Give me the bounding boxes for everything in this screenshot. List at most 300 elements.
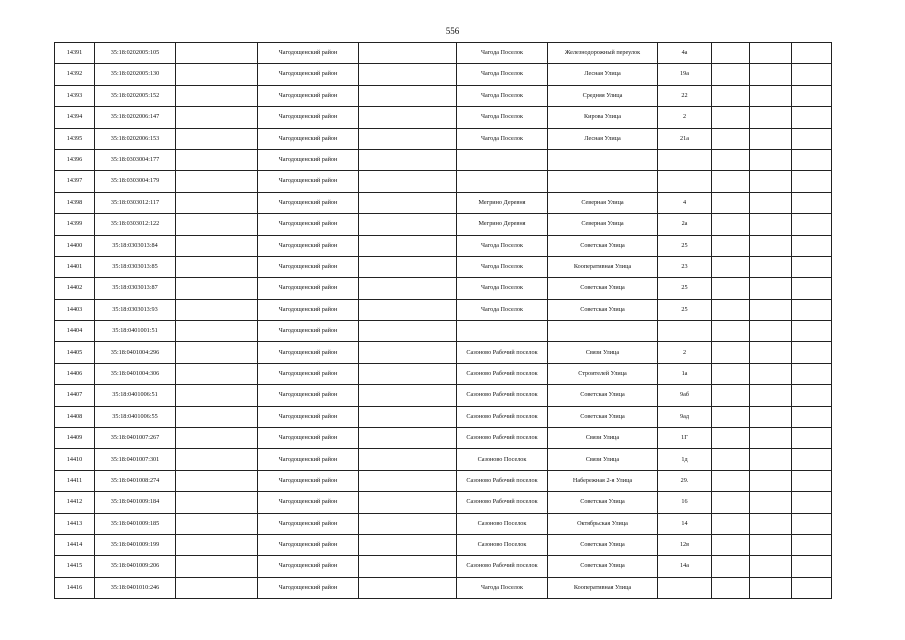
table-row — [55, 278, 832, 299]
house-number-cell: 25 — [658, 235, 712, 256]
blank-cell — [792, 385, 832, 406]
cadastral-number-cell: 35:18:0303004:179 — [95, 171, 176, 192]
blank-cell — [750, 256, 792, 277]
row-number-cell: 14399 — [55, 214, 95, 235]
street-cell: Лесная Улица — [548, 128, 658, 149]
table-body — [55, 43, 832, 599]
blank-cell — [750, 577, 792, 598]
blank-cell — [712, 492, 750, 513]
street-cell: Советская Улица — [548, 299, 658, 320]
blank-cell — [359, 342, 457, 363]
row-number-cell: 14408 — [55, 406, 95, 427]
street-cell: Строителей Улица — [548, 363, 658, 384]
street-cell: Кооперативная Улица — [548, 256, 658, 277]
blank-cell — [176, 128, 258, 149]
blank-cell — [359, 321, 457, 342]
settlement-cell: Чагода Поселок — [457, 128, 548, 149]
blank-cell — [792, 171, 832, 192]
blank-cell — [750, 64, 792, 85]
street-cell: Северная Улица — [548, 192, 658, 213]
district-cell: Чагодощенский район — [258, 470, 359, 491]
table-row — [55, 299, 832, 320]
blank-cell — [176, 299, 258, 320]
street-cell: Северная Улица — [548, 214, 658, 235]
blank-cell — [750, 342, 792, 363]
settlement-cell: Чагода Поселок — [457, 85, 548, 106]
district-cell: Чагодощенский район — [258, 385, 359, 406]
street-cell: Советская Улица — [548, 492, 658, 513]
district-cell: Чагодощенский район — [258, 342, 359, 363]
blank-cell — [359, 278, 457, 299]
blank-cell — [792, 278, 832, 299]
street-cell: Кирова Улица — [548, 107, 658, 128]
blank-cell — [712, 43, 750, 64]
settlement-cell: Мегрино Деревня — [457, 214, 548, 235]
district-cell: Чагодощенский район — [258, 492, 359, 513]
blank-cell — [176, 534, 258, 555]
row-number-cell: 14395 — [55, 128, 95, 149]
house-number-cell — [658, 321, 712, 342]
row-number-cell: 14412 — [55, 492, 95, 513]
blank-cell — [176, 492, 258, 513]
blank-cell — [750, 214, 792, 235]
blank-cell — [712, 149, 750, 170]
blank-cell — [712, 192, 750, 213]
street-cell — [548, 149, 658, 170]
table-row — [55, 321, 832, 342]
row-number-cell: 14396 — [55, 149, 95, 170]
house-number-cell — [658, 171, 712, 192]
cadastral-number-cell: 35:18:0303013:84 — [95, 235, 176, 256]
table-row — [55, 534, 832, 555]
cadastral-number-cell: 35:18:0401009:185 — [95, 513, 176, 534]
cadastral-number-cell: 35:18:0401007:267 — [95, 428, 176, 449]
cadastral-number-cell: 35:18:0202005:152 — [95, 85, 176, 106]
blank-cell — [712, 235, 750, 256]
blank-cell — [359, 171, 457, 192]
blank-cell — [712, 107, 750, 128]
table-row — [55, 449, 832, 470]
settlement-cell: Сазоново Рабочий поселок — [457, 363, 548, 384]
blank-cell — [712, 363, 750, 384]
blank-cell — [359, 385, 457, 406]
district-cell: Чагодощенский район — [258, 64, 359, 85]
blank-cell — [176, 363, 258, 384]
blank-cell — [359, 428, 457, 449]
blank-cell — [712, 214, 750, 235]
cadastral-number-cell: 35:18:0401008:274 — [95, 470, 176, 491]
blank-cell — [359, 214, 457, 235]
house-number-cell: 1а — [658, 363, 712, 384]
cadastral-number-cell: 35:18:0303013:93 — [95, 299, 176, 320]
district-cell: Чагодощенский район — [258, 449, 359, 470]
blank-cell — [792, 342, 832, 363]
blank-cell — [176, 85, 258, 106]
row-number-cell: 14407 — [55, 385, 95, 406]
settlement-cell: Сазоново Поселок — [457, 513, 548, 534]
street-cell: Советская Улица — [548, 556, 658, 577]
blank-cell — [712, 128, 750, 149]
blank-cell — [792, 577, 832, 598]
street-cell: Набережная 2-я Улица — [548, 470, 658, 491]
blank-cell — [792, 256, 832, 277]
settlement-cell — [457, 171, 548, 192]
blank-cell — [712, 85, 750, 106]
row-number-cell: 14409 — [55, 428, 95, 449]
blank-cell — [359, 256, 457, 277]
house-number-cell: 25 — [658, 299, 712, 320]
street-cell: Кооперативная Улица — [548, 577, 658, 598]
blank-cell — [359, 192, 457, 213]
blank-cell — [792, 534, 832, 555]
cadastral-number-cell: 35:18:0303012:117 — [95, 192, 176, 213]
blank-cell — [176, 235, 258, 256]
settlement-cell: Чагода Поселок — [457, 299, 548, 320]
cadastral-number-cell: 35:18:0401009:206 — [95, 556, 176, 577]
blank-cell — [712, 470, 750, 491]
house-number-cell: 16 — [658, 492, 712, 513]
street-cell: Советская Улица — [548, 385, 658, 406]
blank-cell — [750, 470, 792, 491]
blank-cell — [750, 149, 792, 170]
district-cell: Чагодощенский район — [258, 256, 359, 277]
cadastral-number-cell: 35:18:0202006:147 — [95, 107, 176, 128]
street-cell: Связи Улица — [548, 342, 658, 363]
blank-cell — [176, 321, 258, 342]
blank-cell — [792, 235, 832, 256]
row-number-cell: 14397 — [55, 171, 95, 192]
row-number-cell: 14392 — [55, 64, 95, 85]
district-cell: Чагодощенский район — [258, 556, 359, 577]
blank-cell — [792, 299, 832, 320]
house-number-cell — [658, 577, 712, 598]
registry-table — [54, 42, 832, 599]
street-cell: Средняя Улица — [548, 85, 658, 106]
blank-cell — [359, 64, 457, 85]
house-number-cell: 4 — [658, 192, 712, 213]
cadastral-number-cell: 35:18:0401010:246 — [95, 577, 176, 598]
settlement-cell: Сазоново Поселок — [457, 449, 548, 470]
table-row — [55, 85, 832, 106]
settlement-cell: Мегрино Деревня — [457, 192, 548, 213]
cadastral-number-cell: 35:18:0202006:153 — [95, 128, 176, 149]
row-number-cell: 14411 — [55, 470, 95, 491]
blank-cell — [359, 235, 457, 256]
district-cell: Чагодощенский район — [258, 406, 359, 427]
cadastral-number-cell: 35:18:0401006:55 — [95, 406, 176, 427]
house-number-cell: 21а — [658, 128, 712, 149]
blank-cell — [792, 321, 832, 342]
blank-cell — [792, 556, 832, 577]
house-number-cell: 14 — [658, 513, 712, 534]
house-number-cell: 2 — [658, 107, 712, 128]
row-number-cell: 14398 — [55, 192, 95, 213]
house-number-cell: 2а — [658, 214, 712, 235]
row-number-cell: 14415 — [55, 556, 95, 577]
street-cell: Железнодорожный переулок — [548, 43, 658, 64]
row-number-cell: 14402 — [55, 278, 95, 299]
street-cell — [548, 171, 658, 192]
district-cell: Чагодощенский район — [258, 149, 359, 170]
settlement-cell: Чагода Поселок — [457, 256, 548, 277]
blank-cell — [359, 556, 457, 577]
blank-cell — [359, 577, 457, 598]
house-number-cell: 1Г — [658, 428, 712, 449]
street-cell: Советская Улица — [548, 278, 658, 299]
settlement-cell: Чагода Поселок — [457, 107, 548, 128]
settlement-cell: Чагода Поселок — [457, 43, 548, 64]
blank-cell — [176, 256, 258, 277]
table-row — [55, 128, 832, 149]
blank-cell — [359, 363, 457, 384]
blank-cell — [176, 43, 258, 64]
settlement-cell: Чагода Поселок — [457, 577, 548, 598]
cadastral-number-cell: 35:18:0401004:306 — [95, 363, 176, 384]
table-row — [55, 192, 832, 213]
blank-cell — [792, 64, 832, 85]
row-number-cell: 14400 — [55, 235, 95, 256]
row-number-cell: 14401 — [55, 256, 95, 277]
street-cell: Лесная Улица — [548, 64, 658, 85]
blank-cell — [750, 321, 792, 342]
blank-cell — [176, 214, 258, 235]
blank-cell — [176, 577, 258, 598]
blank-cell — [359, 107, 457, 128]
blank-cell — [176, 406, 258, 427]
house-number-cell: 19а — [658, 64, 712, 85]
blank-cell — [359, 128, 457, 149]
house-number-cell: 9ад — [658, 406, 712, 427]
street-cell: Октябрьская Улица — [548, 513, 658, 534]
blank-cell — [792, 85, 832, 106]
table-row — [55, 513, 832, 534]
blank-cell — [359, 470, 457, 491]
blank-cell — [359, 534, 457, 555]
table-row — [55, 556, 832, 577]
blank-cell — [792, 449, 832, 470]
row-number-cell: 14404 — [55, 321, 95, 342]
blank-cell — [750, 449, 792, 470]
street-cell: Связи Улица — [548, 428, 658, 449]
settlement-cell: Чагода Поселок — [457, 235, 548, 256]
blank-cell — [359, 513, 457, 534]
house-number-cell: 2 — [658, 342, 712, 363]
district-cell: Чагодощенский район — [258, 235, 359, 256]
blank-cell — [176, 278, 258, 299]
blank-cell — [712, 171, 750, 192]
table-row — [55, 428, 832, 449]
blank-cell — [359, 449, 457, 470]
blank-cell — [792, 214, 832, 235]
blank-cell — [176, 470, 258, 491]
street-cell: Советская Улица — [548, 235, 658, 256]
blank-cell — [712, 385, 750, 406]
row-number-cell: 14414 — [55, 534, 95, 555]
blank-cell — [712, 64, 750, 85]
blank-cell — [792, 128, 832, 149]
district-cell: Чагодощенский район — [258, 214, 359, 235]
blank-cell — [176, 513, 258, 534]
blank-cell — [712, 321, 750, 342]
blank-cell — [712, 428, 750, 449]
blank-cell — [750, 171, 792, 192]
cadastral-number-cell: 35:18:0401004:296 — [95, 342, 176, 363]
settlement-cell: Сазоново Рабочий поселок — [457, 556, 548, 577]
cadastral-number-cell: 35:18:0401009:199 — [95, 534, 176, 555]
blank-cell — [792, 149, 832, 170]
row-number-cell: 14403 — [55, 299, 95, 320]
house-number-cell: 1д — [658, 449, 712, 470]
house-number-cell: 4а — [658, 43, 712, 64]
district-cell: Чагодощенский район — [258, 107, 359, 128]
blank-cell — [176, 385, 258, 406]
blank-cell — [712, 513, 750, 534]
cadastral-number-cell: 35:18:0303013:87 — [95, 278, 176, 299]
district-cell: Чагодощенский район — [258, 321, 359, 342]
cadastral-number-cell: 35:18:0303012:122 — [95, 214, 176, 235]
district-cell: Чагодощенский район — [258, 43, 359, 64]
settlement-cell: Сазоново Рабочий поселок — [457, 342, 548, 363]
blank-cell — [750, 128, 792, 149]
page-number: 556 — [445, 26, 460, 36]
blank-cell — [750, 492, 792, 513]
blank-cell — [359, 299, 457, 320]
blank-cell — [176, 556, 258, 577]
blank-cell — [792, 470, 832, 491]
house-number-cell: 14а — [658, 556, 712, 577]
blank-cell — [359, 406, 457, 427]
blank-cell — [359, 492, 457, 513]
blank-cell — [176, 342, 258, 363]
cadastral-number-cell: 35:18:0303013:85 — [95, 256, 176, 277]
table-row — [55, 171, 832, 192]
settlement-cell — [457, 149, 548, 170]
blank-cell — [750, 85, 792, 106]
settlement-cell: Сазоново Рабочий поселок — [457, 470, 548, 491]
blank-cell — [750, 428, 792, 449]
row-number-cell: 14406 — [55, 363, 95, 384]
settlement-cell: Сазоново Рабочий поселок — [457, 385, 548, 406]
cadastral-number-cell: 35:18:0401009:184 — [95, 492, 176, 513]
house-number-cell: 29. — [658, 470, 712, 491]
blank-cell — [750, 278, 792, 299]
blank-cell — [176, 449, 258, 470]
district-cell: Чагодощенский район — [258, 85, 359, 106]
district-cell: Чагодощенский район — [258, 299, 359, 320]
blank-cell — [712, 278, 750, 299]
settlement-cell: Чагода Поселок — [457, 64, 548, 85]
row-number-cell: 14416 — [55, 577, 95, 598]
house-number-cell: 22 — [658, 85, 712, 106]
blank-cell — [712, 256, 750, 277]
blank-cell — [750, 107, 792, 128]
blank-cell — [176, 171, 258, 192]
blank-cell — [750, 513, 792, 534]
table-row — [55, 470, 832, 491]
settlement-cell: Чагода Поселок — [457, 278, 548, 299]
district-cell: Чагодощенский район — [258, 363, 359, 384]
blank-cell — [792, 43, 832, 64]
table-row — [55, 107, 832, 128]
table-row — [55, 363, 832, 384]
blank-cell — [176, 149, 258, 170]
row-number-cell: 14391 — [55, 43, 95, 64]
table-row — [55, 43, 832, 64]
settlement-cell — [457, 321, 548, 342]
district-cell: Чагодощенский район — [258, 534, 359, 555]
blank-cell — [712, 577, 750, 598]
table-row — [55, 577, 832, 598]
cadastral-number-cell: 35:18:0202005:130 — [95, 64, 176, 85]
blank-cell — [792, 428, 832, 449]
table-row — [55, 149, 832, 170]
blank-cell — [712, 299, 750, 320]
settlement-cell: Сазоново Рабочий поселок — [457, 428, 548, 449]
row-number-cell: 14394 — [55, 107, 95, 128]
row-number-cell: 14410 — [55, 449, 95, 470]
blank-cell — [750, 385, 792, 406]
blank-cell — [750, 406, 792, 427]
district-cell: Чагодощенский район — [258, 513, 359, 534]
district-cell: Чагодощенский район — [258, 428, 359, 449]
blank-cell — [176, 192, 258, 213]
table-row — [55, 385, 832, 406]
house-number-cell: 23 — [658, 256, 712, 277]
blank-cell — [712, 342, 750, 363]
blank-cell — [792, 363, 832, 384]
settlement-cell: Сазоново Рабочий поселок — [457, 492, 548, 513]
house-number-cell: 25 — [658, 278, 712, 299]
blank-cell — [792, 406, 832, 427]
district-cell: Чагодощенский район — [258, 192, 359, 213]
house-number-cell: 9аб — [658, 385, 712, 406]
cadastral-number-cell: 35:18:0401006:51 — [95, 385, 176, 406]
blank-cell — [792, 513, 832, 534]
house-number-cell — [658, 149, 712, 170]
blank-cell — [176, 107, 258, 128]
table-row — [55, 214, 832, 235]
district-cell: Чагодощенский район — [258, 171, 359, 192]
blank-cell — [750, 363, 792, 384]
table-row — [55, 235, 832, 256]
blank-cell — [712, 449, 750, 470]
blank-cell — [750, 299, 792, 320]
blank-cell — [359, 149, 457, 170]
table-row — [55, 256, 832, 277]
settlement-cell: Сазоново Поселок — [457, 534, 548, 555]
house-number-cell: 12в — [658, 534, 712, 555]
blank-cell — [712, 406, 750, 427]
blank-cell — [750, 192, 792, 213]
blank-cell — [792, 192, 832, 213]
cadastral-number-cell: 35:18:0202005:105 — [95, 43, 176, 64]
blank-cell — [750, 534, 792, 555]
table-row — [55, 492, 832, 513]
cadastral-number-cell: 35:18:0401001:51 — [95, 321, 176, 342]
street-cell: Советская Улица — [548, 534, 658, 555]
blank-cell — [176, 64, 258, 85]
table-row — [55, 64, 832, 85]
blank-cell — [750, 556, 792, 577]
district-cell: Чагодощенский район — [258, 577, 359, 598]
blank-cell — [712, 534, 750, 555]
blank-cell — [176, 428, 258, 449]
blank-cell — [750, 235, 792, 256]
blank-cell — [792, 492, 832, 513]
blank-cell — [792, 107, 832, 128]
row-number-cell: 14405 — [55, 342, 95, 363]
district-cell: Чагодощенский район — [258, 278, 359, 299]
